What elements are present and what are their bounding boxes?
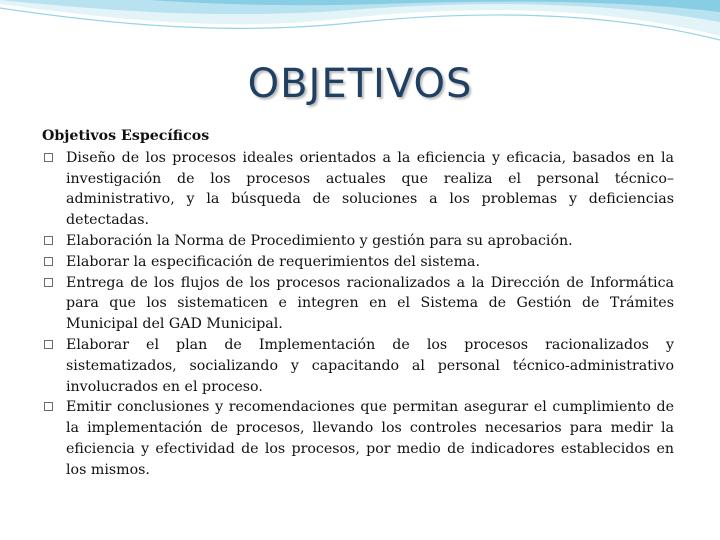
square-bullet-icon bbox=[44, 153, 53, 162]
list-item bbox=[42, 273, 674, 335]
list-item bbox=[42, 148, 674, 231]
objective-text: Elaborar el plan de Implementación de los procesos racionalizados y sistematizados, socializando y capacitando al personal técnico-administrativo involucrados en el proceso. bbox=[66, 336, 674, 395]
content-area bbox=[42, 126, 674, 481]
square-bullet-icon bbox=[44, 278, 53, 287]
list-item bbox=[42, 397, 674, 480]
objective-text: Diseño de los procesos ideales orientados a la eficiencia y eficacia, basados en la investigación de los procesos actuales que realiza el personal técnico–administrativo, y la búsqueda de soluciones a los problemas y deficiencias detectadas. bbox=[66, 149, 674, 229]
objective-text: Elaboración la Norma de Procedimiento y gestión para su aprobación. bbox=[66, 232, 573, 249]
square-bullet-icon bbox=[44, 236, 53, 245]
list-item bbox=[42, 252, 674, 273]
square-bullet-icon bbox=[44, 257, 53, 266]
objective-text: Emitir conclusiones y recomendaciones que permitan asegurar el cumplimiento de la implementación de procesos, llevando los controles necesarios para medir la eficiencia y efectividad de los procesos, por medio de indicadores establecidos en los mismos. bbox=[66, 399, 674, 478]
objective-text: Elaborar la especificación de requerimientos del sistema. bbox=[66, 253, 480, 270]
list-item bbox=[42, 231, 674, 252]
square-bullet-icon bbox=[44, 340, 53, 349]
square-bullet-icon bbox=[44, 402, 53, 411]
list-item bbox=[42, 335, 674, 397]
objective-text: Entrega de los flujos de los procesos racionalizados a la Dirección de Informática para que los sistematicen e integren en el Sistema de Gestión de Trámites Municipal del GAD Municipal. bbox=[66, 274, 674, 333]
slide-title: OBJETIVOS bbox=[247, 61, 473, 107]
objective-list bbox=[42, 148, 674, 481]
section-heading: Objetivos Específicos bbox=[42, 128, 210, 144]
